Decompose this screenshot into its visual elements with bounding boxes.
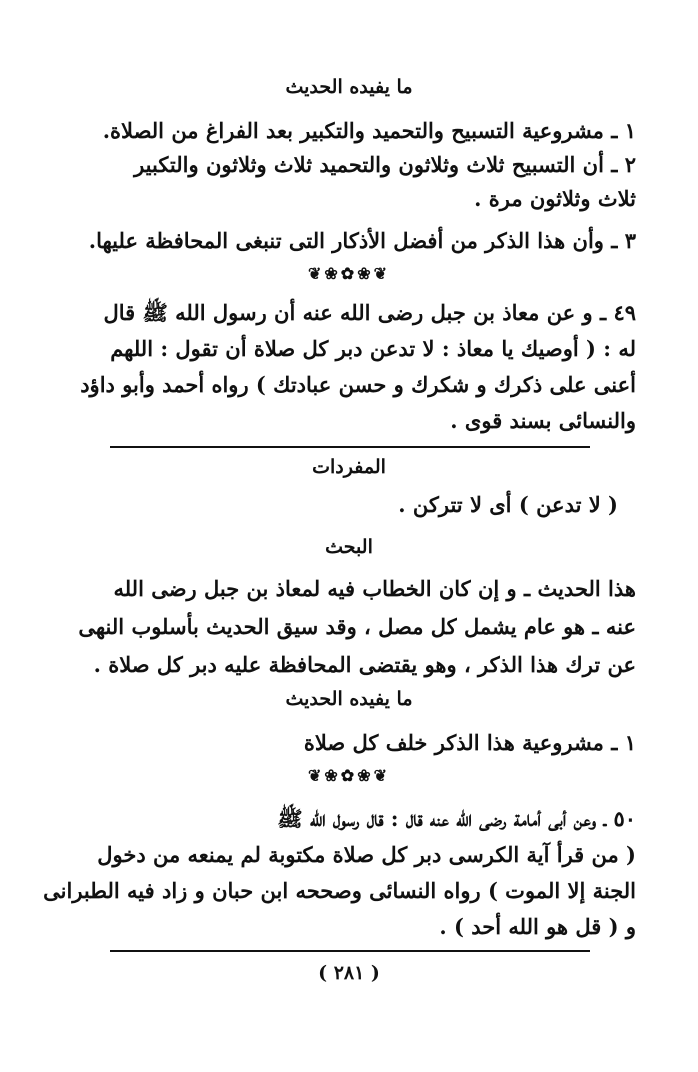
hadith-50-line-3: الجنة إلا الموت ) رواه النسائى وصححه ابن حبان و زاد فيه الطبرانى bbox=[43, 878, 636, 903]
benefit-point-2-cont: ثلاث وثلاثون مرة . bbox=[474, 186, 636, 211]
section-heading-benefits: ما يفيده الحديث bbox=[285, 76, 413, 98]
hadith-49-line-4: والنسائى بسند قوى . bbox=[450, 408, 636, 433]
section-heading-vocab: المفردات bbox=[312, 456, 386, 478]
benefit-point-3: ٣ ـ وأن هذا الذكر من أفضل الأذكار التى تنبغى المحافظة عليها. bbox=[88, 228, 636, 253]
footer-rule bbox=[110, 950, 590, 952]
hadith-50-line-1: ٥٠ ـ وعن أبى أمامة رضى الله عنه قال : قال رسول الله ﷺ bbox=[277, 806, 636, 831]
section-heading-benefits-2: ما يفيده الحديث bbox=[285, 688, 413, 710]
hadith-50-line-4: و ( قل هو الله أحد ) . bbox=[439, 914, 636, 939]
hadith-50-line-2: ( من قرأ آية الكرسى دبر كل صلاة مكتوبة لم يمنعه من دخول bbox=[97, 842, 636, 867]
ornament-divider-1: ❦❀✿❀❦ bbox=[307, 264, 391, 283]
ornament-divider-2: ❦❀✿❀❦ bbox=[307, 766, 391, 785]
benefit-2-point-1: ١ ـ مشروعية هذا الذكر خلف كل صلاة bbox=[303, 730, 636, 755]
section-heading-research: البحث bbox=[325, 536, 373, 558]
research-line-3: عن ترك هذا الذكر ، وهو يقتضى المحافظة عليه دبر كل صلاة . bbox=[93, 652, 636, 677]
section-rule-1 bbox=[110, 446, 590, 448]
hadith-49-line-2: له : ( أوصيك يا معاذ : لا تدعن دبر كل صلاة أن تقول : اللهم bbox=[110, 336, 636, 361]
hadith-49-line-3: أعنى على ذكرك و شكرك و حسن عبادتك ) رواه أحمد وأبو داؤد bbox=[80, 372, 636, 397]
benefit-point-2: ٢ ـ أن التسبيح ثلاث وثلاثون والتحميد ثلاث وثلاثون والتكبير bbox=[134, 152, 636, 177]
benefit-point-1: ١ ـ مشروعية التسبيح والتحميد والتكبير بعد الفراغ من الصلاة. bbox=[102, 118, 636, 143]
vocab-line: ( لا تدعن ) أى لا تتركن . bbox=[398, 492, 618, 517]
research-line-2: عنه ـ هو عام يشمل كل مصل ، وقد سيق الحديث بأسلوب النهى bbox=[78, 614, 636, 639]
page-number: ( ٢٨١ ) bbox=[318, 962, 380, 984]
research-line-1: هذا الحديث ـ و إن كان الخطاب فيه لمعاذ بن جبل رضى الله bbox=[113, 576, 636, 601]
hadith-49-line-1: ٤٩ ـ و عن معاذ بن جبل رضى الله عنه أن رسول الله ﷺ قال bbox=[103, 300, 636, 325]
